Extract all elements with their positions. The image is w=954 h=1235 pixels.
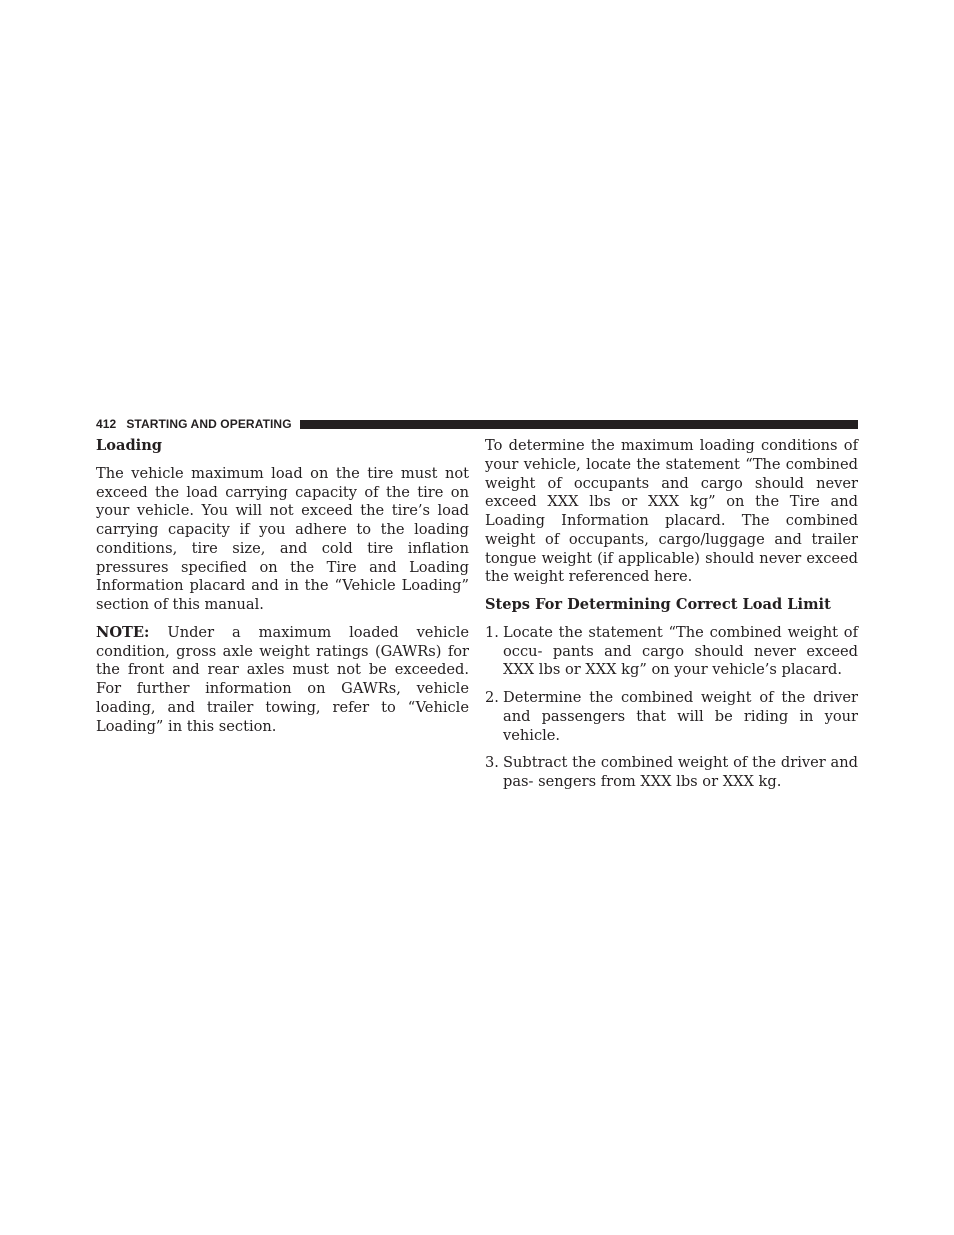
- list-item: [485, 624, 858, 680]
- step-number: 3.: [485, 754, 499, 772]
- header-rule: [300, 420, 858, 429]
- loading-heading: Loading: [96, 437, 163, 454]
- step-number: 2.: [485, 689, 499, 706]
- list-item: [485, 689, 858, 745]
- step-text: Determine the combined weight of the driver and passengers that will be riding in your vehicle.: [503, 689, 858, 744]
- note-label: NOTE:: [96, 623, 150, 641]
- page-number: 412: [96, 417, 117, 431]
- right-column: [485, 437, 858, 801]
- loading-paragraph: The vehicle maximum load on the tire must not exceed the load carrying capacity of the tire on your vehicle. You will not exceed the tire’s load carrying capacity if you adhere to the loading conditions, tire size, and cold tire inflation pressures specified on the Tire and Loading Information placard and in the “Vehicle Loading” section of this manual.: [96, 464, 469, 613]
- note-text: Under a maximum loaded vehicle condition, gross axle weight ratings (GAWRs) for the front and rear axles must not be exceeded. For further information on GAWRs, vehicle loading, and trailer towing, refer to “Vehicle Loading” in this section.: [96, 623, 469, 735]
- page-header: [96, 417, 858, 432]
- step-text: Locate the statement “The combined weight of occu- pants and cargo should never exceed XXX lbs or XXX kg” on your vehicle’s placard.: [503, 623, 858, 679]
- left-column: [96, 437, 469, 745]
- steps-list: [485, 624, 858, 792]
- steps-heading: Steps For Determining Correct Load Limit: [485, 596, 831, 613]
- step-text: Subtract the combined weight of the driver and pas- sengers from XXX lbs or XXX kg.: [503, 754, 858, 790]
- section-title: STARTING AND OPERATING: [126, 417, 292, 431]
- step-number: 1.: [485, 623, 499, 641]
- list-item: [485, 754, 858, 792]
- max-loading-paragraph: To determine the maximum loading conditions of your vehicle, locate the statement “The combined weight of occupants and cargo should never exceed XXX lbs or XXX kg” on the Tire and Loading Information placard. The combined weight of occupants, cargo/luggage and trailer tongue weight (if applicable) should never exceed the weight referenced here.: [485, 437, 858, 586]
- note-paragraph: [96, 624, 469, 737]
